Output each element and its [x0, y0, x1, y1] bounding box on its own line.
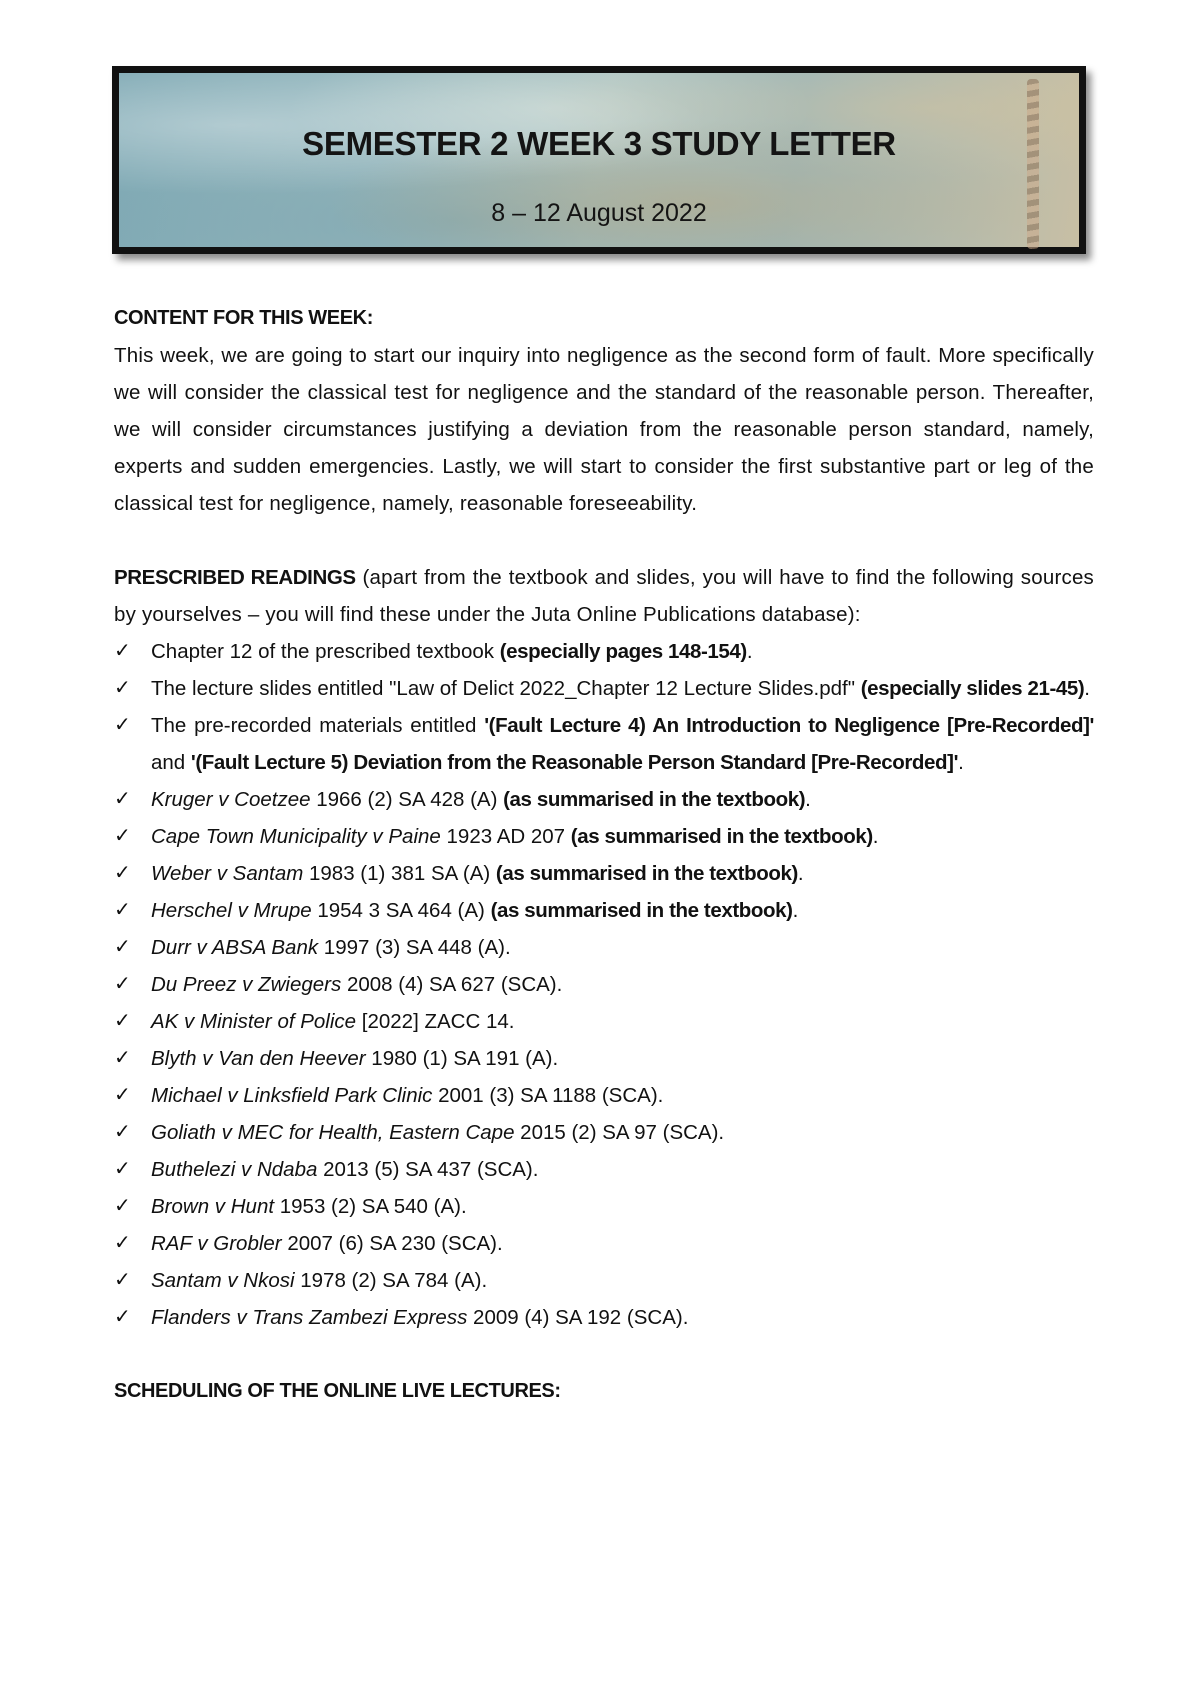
reading-emphasis: '(Fault Lecture 5) Deviation from the Reasonable Person Standard [Pre-Recorded]' [190, 751, 959, 774]
reading-item [114, 966, 1094, 1003]
case-citation: 1953 (2) SA 540 (A). [274, 1195, 467, 1218]
reading-item [114, 670, 1094, 707]
reading-emphasis: '(Fault Lecture 4) An Introduction to Negligence [Pre-Recorded]' [484, 714, 1094, 737]
checkmark-icon: ✓ [114, 1195, 131, 1217]
reading-text: and [151, 751, 191, 774]
reading-item [114, 1114, 1094, 1151]
readings-intro-paragraph [114, 559, 1094, 633]
case-name: Herschel v Mrupe [151, 899, 312, 922]
scheduling-heading: SCHEDULING OF THE ONLINE LIVE LECTURES: [114, 1380, 561, 1402]
checkmark-icon: ✓ [114, 973, 131, 995]
checkmark-icon: ✓ [114, 1047, 131, 1069]
reading-item [114, 1151, 1094, 1188]
case-citation: 1923 AD 207 [440, 825, 571, 848]
reading-item [114, 707, 1094, 781]
case-name: RAF v Grobler [151, 1232, 282, 1255]
readings-heading: PRESCRIBED READINGS [114, 566, 356, 589]
checkmark-icon: ✓ [114, 1158, 131, 1180]
case-name: Flanders v Trans Zambezi Express [151, 1306, 468, 1329]
checkmark-icon: ✓ [114, 677, 131, 699]
case-name: AK v Minister of Police [151, 1010, 357, 1033]
reading-item [114, 1225, 1094, 1262]
case-name: Buthelezi v Ndaba [151, 1158, 318, 1181]
reading-text: Chapter 12 of the prescribed textbook [151, 640, 500, 663]
case-name: Weber v Santam [151, 862, 304, 885]
reading-emphasis: (especially pages 148-154) [499, 640, 747, 663]
case-citation: 2015 (2) SA 97 (SCA). [514, 1121, 725, 1144]
reading-item [114, 1003, 1094, 1040]
letter-body [114, 300, 1094, 1410]
reading-emphasis: (as summarised in the textbook) [570, 825, 873, 848]
case-citation: 1978 (2) SA 784 (A). [294, 1269, 488, 1292]
case-name: Durr v ABSA Bank [151, 936, 319, 959]
content-heading: CONTENT FOR THIS WEEK: [114, 307, 373, 329]
case-citation: 2008 (4) SA 627 (SCA). [341, 973, 563, 996]
reading-punctuation: . [1084, 677, 1090, 700]
case-name: Brown v Hunt [151, 1195, 275, 1218]
reading-item [114, 892, 1094, 929]
case-name: Goliath v MEC for Health, Eastern Cape [151, 1121, 515, 1144]
reading-emphasis: (as summarised in the textbook) [495, 862, 798, 885]
case-citation: 1997 (3) SA 448 (A). [318, 936, 511, 959]
content-paragraph: This week, we are going to start our inquiry into negligence as the second form of fault. More specifically we will consider the classical test for negligence and the standard of the reasonable person. Thereafter, we will consider circumstances justifying a deviation from the reasonable person standard, namely, experts and sudden emergencies. Lastly, we will start to consider the first substantive part or leg of the classical test for negligence, namely, reasonable foreseeability. [114, 344, 1094, 515]
reading-punctuation: . [746, 640, 753, 663]
reading-punctuation: . [797, 862, 804, 885]
checkmark-icon: ✓ [114, 1306, 131, 1328]
date-range: 8 – 12 August 2022 [491, 199, 707, 227]
reading-item [114, 781, 1094, 818]
reading-punctuation: . [805, 788, 811, 811]
readings-list [114, 633, 1094, 1336]
reading-emphasis: (especially slides 21-45) [860, 677, 1085, 700]
case-citation: 1954 3 SA 464 (A) [311, 899, 491, 922]
checkmark-icon: ✓ [114, 1010, 131, 1032]
case-citation: 1980 (1) SA 191 (A). [365, 1047, 559, 1070]
reading-emphasis: (as summarised in the textbook) [490, 899, 793, 922]
case-name: Santam v Nkosi [151, 1269, 295, 1292]
spacer [114, 522, 1094, 559]
reading-item [114, 633, 1094, 670]
reading-item [114, 1188, 1094, 1225]
reading-punctuation: . [792, 899, 799, 922]
reading-punctuation: . [872, 825, 879, 848]
spacer [114, 1336, 1094, 1373]
case-citation: 2001 (3) SA 1188 (SCA). [432, 1084, 664, 1107]
checkmark-icon: ✓ [114, 640, 131, 662]
readings-intro: (apart from the textbook and slides, you will have to find the following sources by yourselves – you will find these under the Juta Online Publications database): [114, 566, 1094, 626]
case-name: Cape Town Municipality v Paine [151, 825, 441, 848]
checkmark-icon: ✓ [114, 1232, 131, 1254]
case-name: Du Preez v Zwiegers [151, 973, 342, 996]
case-citation: 1966 (2) SA 428 (A) [310, 788, 504, 811]
checkmark-icon: ✓ [114, 1269, 131, 1291]
reading-text: The pre-recorded materials entitled [151, 714, 485, 737]
reading-item [114, 1262, 1094, 1299]
checkmark-icon: ✓ [114, 862, 131, 884]
checkmark-icon: ✓ [114, 936, 131, 958]
reading-item [114, 1077, 1094, 1114]
case-name: Blyth v Van den Heever [151, 1047, 366, 1070]
case-citation: 2009 (4) SA 192 (SCA). [467, 1306, 689, 1329]
checkmark-icon: ✓ [114, 825, 131, 847]
reading-item [114, 1299, 1094, 1336]
checkmark-icon: ✓ [114, 788, 131, 810]
reading-item [114, 929, 1094, 966]
reading-emphasis: (as summarised in the textbook) [503, 788, 806, 811]
checkmark-icon: ✓ [114, 1084, 131, 1106]
case-citation: 2013 (5) SA 437 (SCA). [317, 1158, 539, 1181]
reading-text: The lecture slides entitled "Law of Delict 2022_Chapter 12 Lecture Slides.pdf" [151, 677, 861, 700]
case-citation: [2022] ZACC 14. [356, 1010, 515, 1033]
reading-punctuation: . [958, 751, 964, 774]
case-citation: 2007 (6) SA 230 (SCA). [281, 1232, 503, 1255]
checkmark-icon: ✓ [114, 1121, 131, 1143]
title-banner [112, 66, 1086, 254]
checkmark-icon: ✓ [114, 899, 131, 921]
reading-item [114, 1040, 1094, 1077]
case-citation: 1983 (1) 381 SA (A) [303, 862, 496, 885]
reading-item [114, 818, 1094, 855]
case-name: Kruger v Coetzee [151, 788, 311, 811]
case-name: Michael v Linksfield Park Clinic [151, 1084, 433, 1107]
reading-item [114, 855, 1094, 892]
checkmark-icon: ✓ [114, 714, 131, 736]
page-title: SEMESTER 2 WEEK 3 STUDY LETTER [302, 125, 896, 162]
